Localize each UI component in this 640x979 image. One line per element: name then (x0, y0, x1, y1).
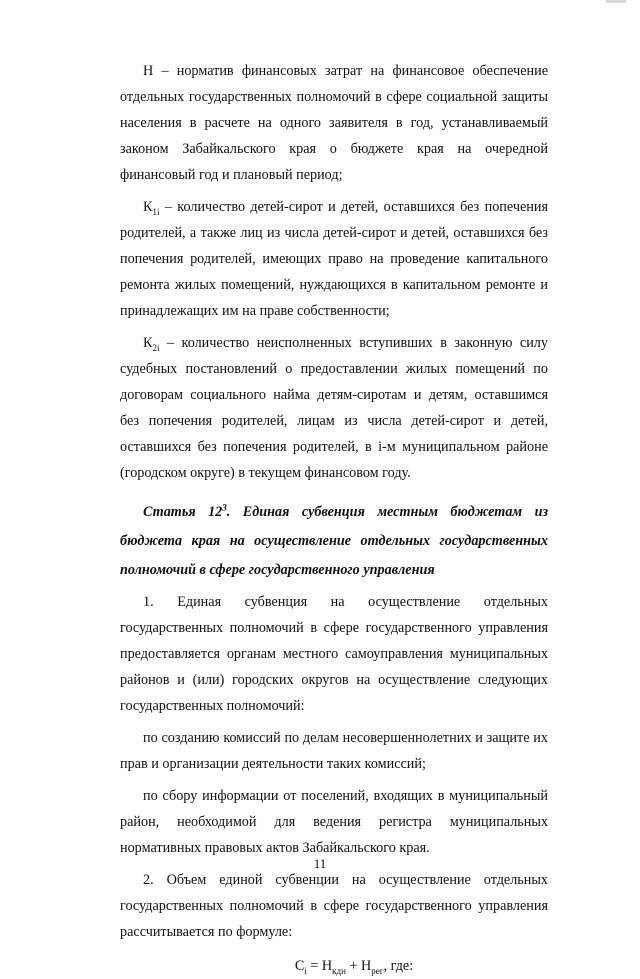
paragraph-register: по сбору информации от поселений, входящих в муниципальный район, необходимой для ведения регистра муниципальных нормативных правовых актов Забайкальского края. (120, 788, 548, 856)
formula-h2-subscript: рег (371, 965, 384, 976)
paragraph-text: – количество неисполненных вступивших в законную силу судебных постановлений о предоставлении жилых помещений по договорам социального найма детям-сиротам и детям, оставшимся без попечения родителей, лицам из числа детей-сирот и детей, оставшихся без попечения родителей, в i-м муниципальном районе (городском округе) в текущем финансовом году. (120, 335, 548, 481)
formula-tail: , где: (383, 958, 414, 974)
formula-eq: = Н (306, 958, 333, 974)
formula-c-subscript: i (304, 965, 307, 976)
paragraph-item-1: 1. Единая субвенция на осуществление отдельных государственных полномочий в сфере государственного управления предоставляется органам местного самоуправления муниципальных районов и (или) городских округов на осуществление следующих государственных полномочий: (120, 594, 548, 714)
symbol-subscript: 1i (152, 206, 160, 217)
page-number: 11 (313, 856, 327, 871)
formula-h1-subscript: кдн (332, 965, 346, 976)
article-title: . Единая субвенция местным бюджетам из бюджета края на осуществление отдельных государственных полномочий в сфере государственного управления (120, 504, 548, 578)
paragraph-text: – количество детей-сирот и детей, оставшихся без попечения родителей, а также лиц из числа детей-сирот и детей, оставшихся без попечения родителей, имеющих право на проведение капитального ремонта жилых помещений, нуждающихся в капитальном ремонте и принадлежащих им на праве собственности; (120, 199, 548, 319)
document-page (120, 58, 548, 979)
paragraph-normative-h: Н – норматив финансовых затрат на финансовое обеспечение отдельных государственных полномочий в сфере социальной защиты населения в расчете на одного заявителя в год, устанавливаемый законом Забайкальского края о бюджете края на очередной финансовый год и плановый период; (120, 63, 548, 183)
paragraph-item-2: 2. Объем единой субвенции на осуществление отдельных государственных полномочий в сфере государственного управления рассчитывается по формуле: (120, 872, 548, 940)
symbol-k: К (143, 199, 153, 215)
paragraph-commissions: по созданию комиссий по делам несовершеннолетних и защите их прав и организации деятельности таких комиссий; (120, 730, 548, 772)
symbol-subscript: 2i (152, 342, 160, 353)
article-number: Статья 12 (143, 504, 223, 520)
formula (120, 953, 548, 979)
article-heading (120, 498, 548, 585)
paragraph-k2i (120, 330, 548, 486)
article-superscript: 3 (222, 502, 227, 513)
formula-plus: + Н (345, 958, 372, 974)
scan-corner-mark (606, 0, 626, 3)
symbol-k: К (143, 335, 153, 351)
paragraph-k1i (120, 194, 548, 324)
formula-c: С (294, 958, 305, 974)
